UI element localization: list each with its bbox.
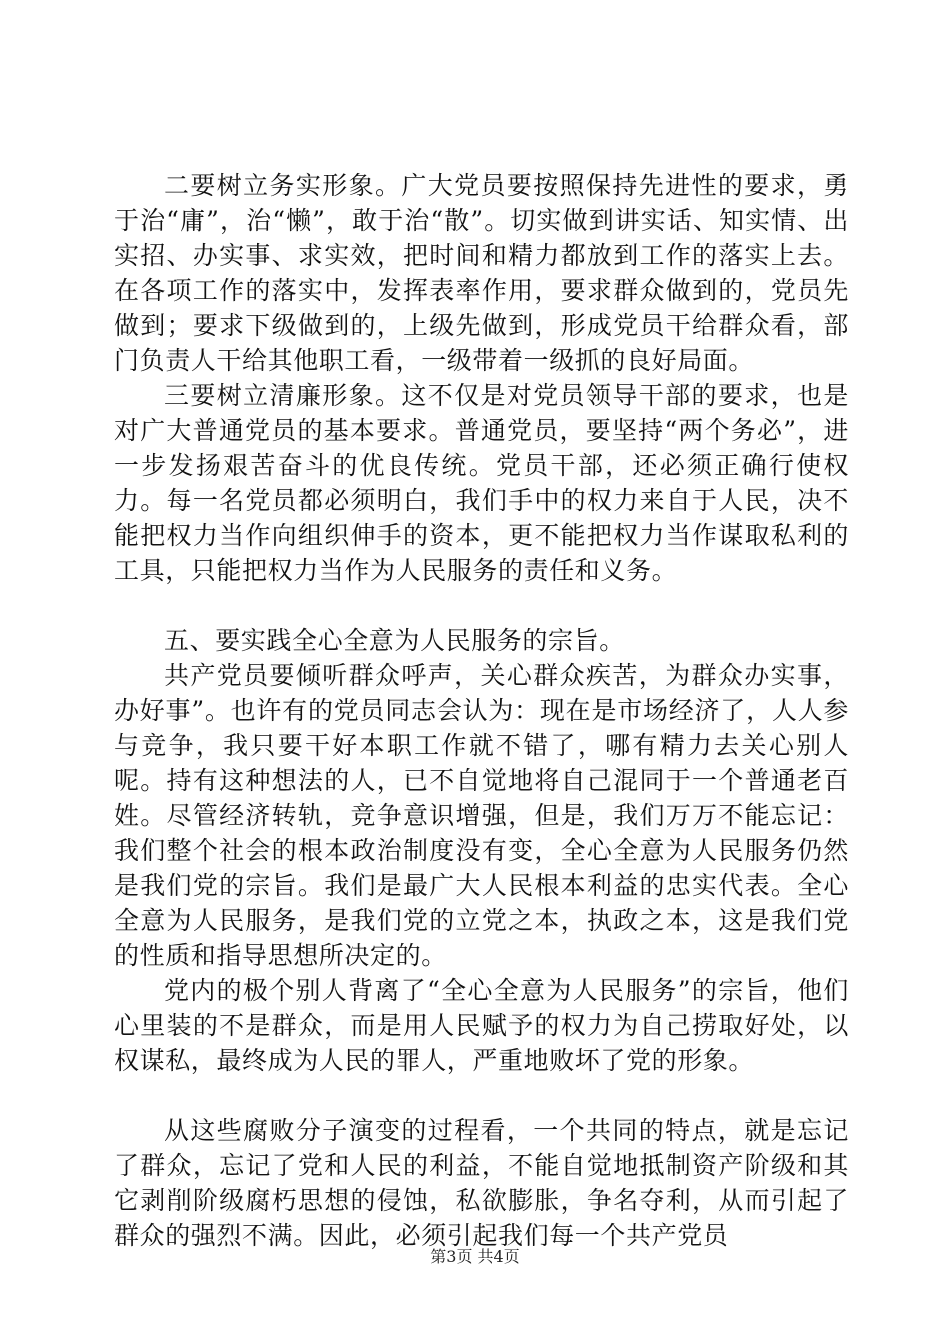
page-number-footer: 第3页 共4页 — [430, 1247, 520, 1266]
paragraph-spacer — [114, 1078, 849, 1113]
paragraph-serve-people: 共产党员要倾听群众呼声，关心群众疾苦，为群众办实事，办好事”。也许有的党员同志会认为：现在是市场经济了，人人参与竞争，我只要干好本职工作就不错了，哪有精力去关心别人呢。持有这种想法的人，已不自觉地将自己混同于一个普通老百姓。尽管经济转轨，竞争意识增强，但是，我们万万不能忘记：我们整个社会的根本政治制度没有变，全心全意为人民服务仍然是我们党的宗旨。我们是最广大人民根本利益的忠实代表。全心全意为人民服务，是我们党的立党之本，执政之本，这是我们党的性质和指导思想所决定的。 — [114, 661, 849, 970]
paragraph-practical-image: 二要树立务实形象。广大党员要按照保持先进性的要求，勇于治“庸”，治“懒”，敢于治“散”。切实做到讲实话、知实情、出实招、办实事、求实效，把时间和精力都放到工作的落实上去。在各项工作的落实中，发挥表率作用，要求群众做到的，党员先做到；要求下级做到的，上级先做到，形成党员干给群众看，部门负责人干给其他职工看，一级带着一级抓的良好局面。 — [114, 171, 849, 375]
paragraph-clean-image: 三要树立清廉形象。这不仅是对党员领导干部的要求，也是对广大普通党员的基本要求。普通党员，要坚持“两个务必”，进一步发扬艰苦奋斗的优良传统。党员干部，还必须正确行使权力。每一名党员都必须明白，我们手中的权力来自于人民，决不能把权力当作向组织伸手的资本，更不能把权力当作谋取私利的工具，只能把权力当作为人民服务的责任和义务。 — [114, 381, 849, 585]
paragraph-deviation: 党内的极个别人背离了“全心全意为人民服务”的宗旨，他们心里装的不是群众，而是用人民赋予的权力为自己捞取好处，以权谋私，最终成为人民的罪人，严重地败坏了党的形象。 — [114, 976, 849, 1075]
paragraph-corruption: 从这些腐败分子演变的过程看，一个共同的特点，就是忘记了群众，忘记了党和人民的利益，不能自觉地抵制资产阶级和其它剥削阶级腐朽思想的侵蚀，私欲膨胀，争名夺利，从而引起了群众的强烈不满。因此，必须引起我们每一个共产党员 — [114, 1116, 849, 1250]
document-body — [114, 168, 849, 1253]
section-heading-five: 五、要实践全心全意为人民服务的宗旨。 — [164, 626, 625, 655]
paragraph-spacer — [114, 588, 849, 623]
